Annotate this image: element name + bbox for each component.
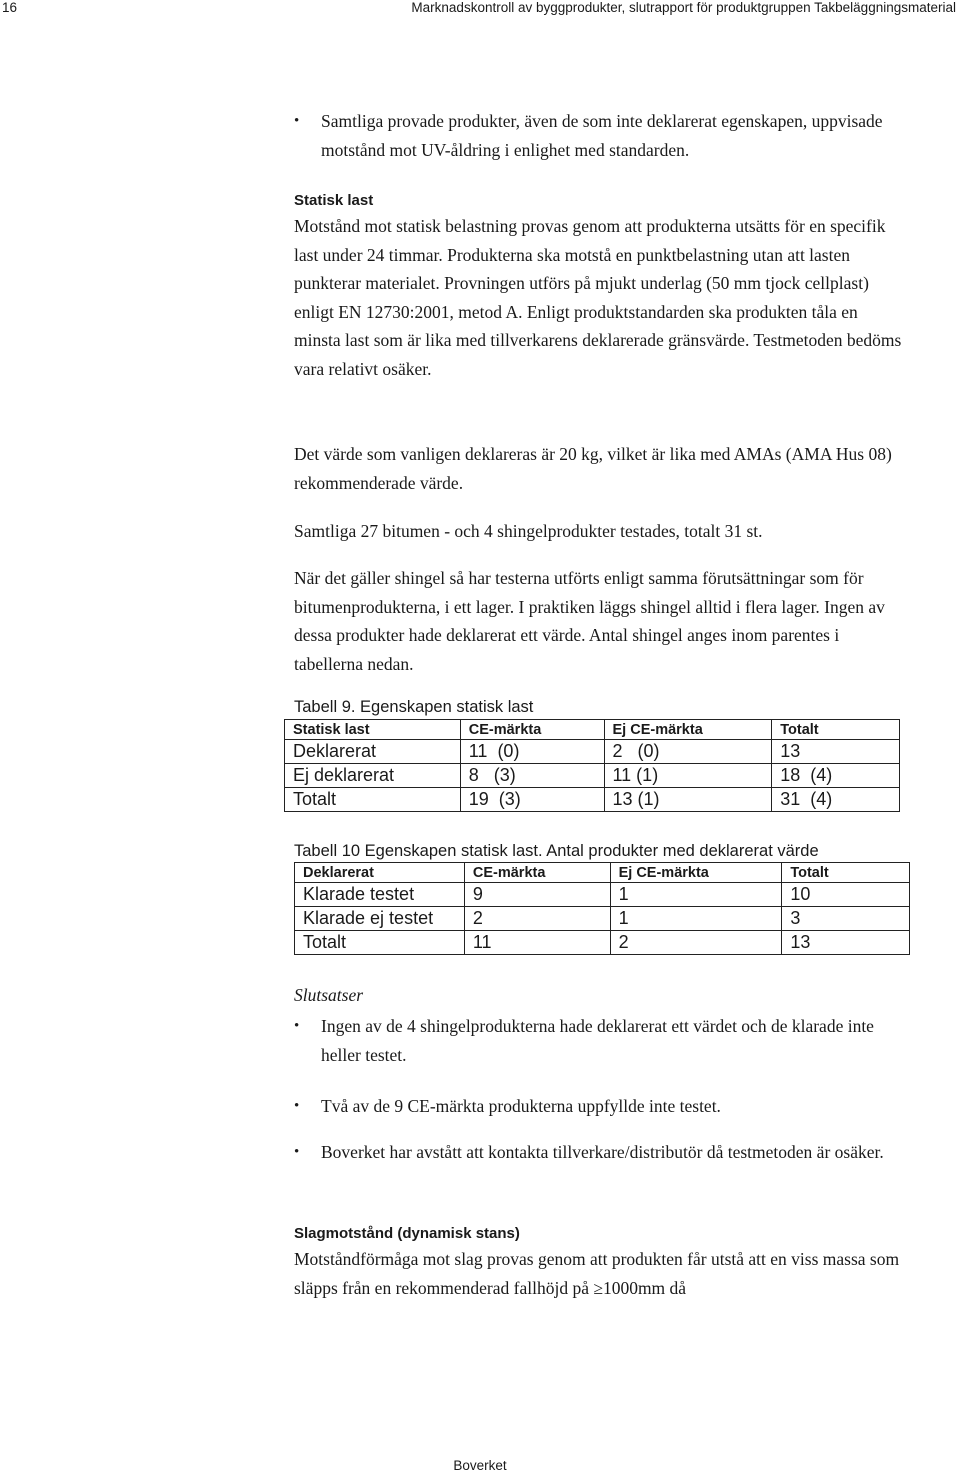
table10-caption: Tabell 10 Egenskapen statisk last. Antal produkter med deklarerat värde <box>294 842 819 860</box>
bullet-icon: • <box>294 1098 300 1114</box>
table-cell: 3 <box>782 907 910 931</box>
slag-paragraph: Motståndförmåga mot slag provas genom att produkten får utstå att en viss massa som släpps från en rekommenderad fallhöjd på ≥1000mm då <box>294 1249 900 1298</box>
page-footer: Boverket <box>453 1458 507 1473</box>
table-cell: 10 <box>782 883 910 907</box>
table-cell: 13 <box>772 740 900 764</box>
paragraph-declared-value: Det värde som vanligen deklareras är 20 kg, vilket är lika med AMAs (AMA Hus 08) rekommenderade värde. <box>294 444 892 493</box>
table10-header-cell: Deklarerat <box>295 863 465 883</box>
list-item-text: Två av de 9 CE-märkta produkterna uppfyllde inte testet. <box>321 1096 721 1116</box>
slutsatser-heading: Slutsatser <box>294 985 364 1005</box>
slag-heading: Slagmotstånd (dynamisk stans) <box>294 1225 520 1242</box>
list-item <box>294 1092 901 1121</box>
bullet-uv <box>294 107 901 164</box>
paragraph-shingel: När det gäller shingel så har testerna utförts enligt samma förutsättningar som för bitumenprodukterna, i ett lager. I praktiken läggs shingel alltid i flera lager. Ingen av dessa produkter hade deklarerat ett värde. Antal shingel anges inom parentes i tabellerna nedan. <box>294 568 885 674</box>
table-row <box>285 764 900 788</box>
table-cell: 1 <box>610 907 782 931</box>
table-row <box>285 740 900 764</box>
table-cell: 19 (3) <box>460 788 604 812</box>
bullet-uv-text: Samtliga provade produkter, även de som inte deklarerat egenskapen, uppvisade motstånd mot UV-åldring i enlighet med standarden. <box>321 111 883 160</box>
bullet-icon: • <box>294 1144 300 1160</box>
table-cell: 13 <box>782 931 910 955</box>
page-number: 16 <box>2 0 18 15</box>
list-item <box>294 1138 901 1167</box>
table9-header-cell: Statisk last <box>285 720 461 740</box>
table10-header-cell: CE-märkta <box>464 863 610 883</box>
table10-header-row <box>295 863 910 883</box>
list-item <box>294 1012 901 1069</box>
statisk-paragraph: Motstånd mot statisk belastning provas genom att produkterna utsätts för en specifik last under 24 timmar. Produkterna ska motstå en punktbelastning utan att lasten punkterar materialet. Provningen utförs på mjukt underlag (50 mm tjock cellplast) enligt EN 12730:2001, metod A. Enligt produktstandarden ska produkten tåla en minsta last som är lika med tillverkarens deklarerade gränsvärde. Testmetoden bedöms vara relativt osäker. <box>294 216 902 379</box>
table-cell: 2 <box>610 931 782 955</box>
table9-header-cell: Ej CE-märkta <box>604 720 772 740</box>
table-cell: 9 <box>464 883 610 907</box>
table-cell: Deklarerat <box>285 740 461 764</box>
table-cell: 8 (3) <box>460 764 604 788</box>
table-row <box>295 931 910 955</box>
table9-header-row <box>285 720 900 740</box>
table-cell: Klarade ej testet <box>295 907 465 931</box>
page-header <box>0 0 960 18</box>
list-item-text: Boverket har avstått att kontakta tillverkare/distributör då testmetoden är osäker. <box>321 1142 884 1162</box>
table-cell: Totalt <box>285 788 461 812</box>
table-row <box>295 883 910 907</box>
table9 <box>284 719 900 812</box>
table-cell: 2 <box>464 907 610 931</box>
table9-header-cell: Totalt <box>772 720 900 740</box>
table9-caption: Tabell 9. Egenskapen statisk last <box>294 698 534 716</box>
paragraph-tested: Samtliga 27 bitumen - och 4 shingelprodukter testades, totalt 31 st. <box>294 521 763 541</box>
header-title: Marknadskontroll av byggprodukter, slutrapport för produktgruppen Takbeläggningsmaterial <box>411 0 956 15</box>
table10-header-cell: Ej CE-märkta <box>610 863 782 883</box>
table-cell: Ej deklarerat <box>285 764 461 788</box>
list-item-text: Ingen av de 4 shingelprodukterna hade deklarerat ett värdet och de klarade inte heller testet. <box>321 1016 874 1065</box>
table-row <box>285 788 900 812</box>
table-cell: 11 <box>464 931 610 955</box>
table10 <box>294 862 910 955</box>
table-cell: Klarade testet <box>295 883 465 907</box>
bullet-icon: • <box>294 113 300 129</box>
table-cell: 18 (4) <box>772 764 900 788</box>
table-cell: 11 (0) <box>460 740 604 764</box>
table-cell: Totalt <box>295 931 465 955</box>
bullet-icon: • <box>294 1018 300 1034</box>
table-cell: 13 (1) <box>604 788 772 812</box>
table-row <box>295 907 910 931</box>
table-cell: 2 (0) <box>604 740 772 764</box>
table10-header-cell: Totalt <box>782 863 910 883</box>
statisk-heading: Statisk last <box>294 192 374 209</box>
table9-header-cell: CE-märkta <box>460 720 604 740</box>
table-cell: 31 (4) <box>772 788 900 812</box>
table-cell: 1 <box>610 883 782 907</box>
table-cell: 11 (1) <box>604 764 772 788</box>
